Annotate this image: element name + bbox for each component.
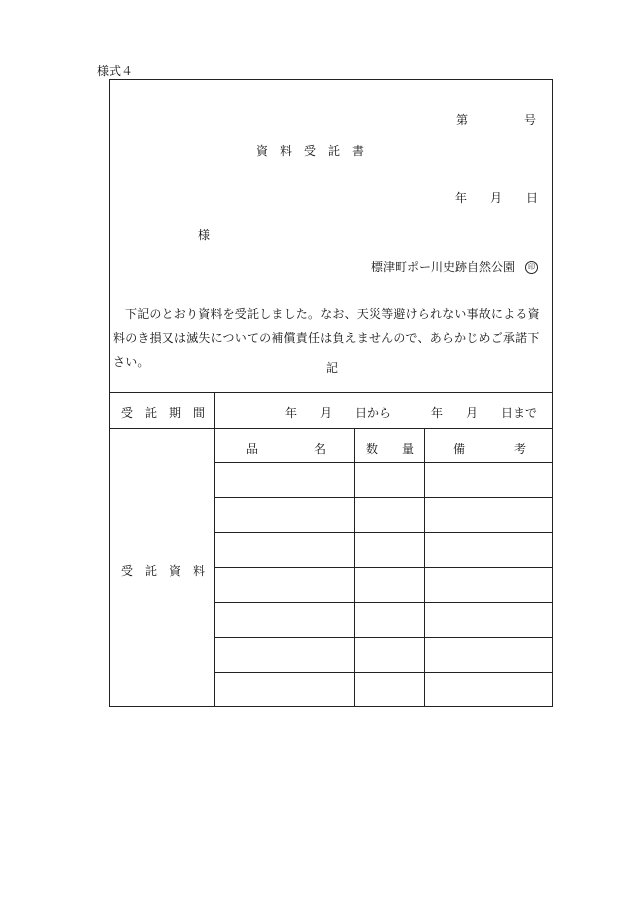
number-suffix: 号 — [524, 113, 537, 127]
remarks-header-part1: 備 — [453, 442, 466, 456]
date-day-label: 日 — [526, 191, 539, 205]
document-title: 資 料 受 託 書 — [256, 144, 365, 158]
seal-icon: 印 — [525, 261, 538, 274]
materials-label: 受 託 資 料 — [121, 564, 206, 578]
issuer-name: 標津町ポー川史跡自然公園 — [371, 260, 516, 274]
period-from-day: 日から — [355, 406, 392, 420]
period-bottom-rule — [109, 428, 553, 429]
period-from-year: 年 — [285, 406, 298, 420]
date-year-label: 年 — [455, 191, 468, 205]
quantity-header-part2: 量 — [402, 442, 415, 456]
form-number-label: 様式４ — [97, 64, 134, 78]
label-column-divider — [214, 392, 215, 707]
period-label: 受 託 期 間 — [121, 406, 206, 420]
materials-row-rule — [214, 497, 553, 498]
period-to-day: 日まで — [501, 406, 538, 420]
issuer-line — [371, 258, 538, 275]
materials-row-rule — [214, 672, 553, 673]
period-to-year: 年 — [431, 406, 444, 420]
number-prefix: 第 — [456, 113, 469, 127]
period-to-month: 月 — [466, 406, 479, 420]
table-top-rule — [109, 392, 553, 393]
materials-row-rule — [214, 567, 553, 568]
receipt-form-frame — [109, 79, 553, 707]
consent-statement: 下記のとおり資料を受託しました。なお、天災等避けられない事故による資料のき損又は滅失についての補償責任は負えませんので、あらかじめご承諾下さい。 — [113, 307, 540, 369]
materials-row-rule — [214, 602, 553, 603]
quantity-header-part1: 数 — [366, 442, 379, 456]
materials-row-rule — [214, 532, 553, 533]
remarks-header-part2: 考 — [514, 442, 527, 456]
item-name-header-part1: 品 — [246, 442, 259, 456]
materials-row-rule — [214, 462, 553, 463]
item-name-header-part2: 名 — [314, 442, 327, 456]
note-mark: 記 — [326, 361, 339, 375]
period-from-month: 月 — [320, 406, 333, 420]
addressee-suffix: 様 — [198, 228, 211, 242]
materials-row-rule — [214, 637, 553, 638]
date-month-label: 月 — [490, 191, 503, 205]
